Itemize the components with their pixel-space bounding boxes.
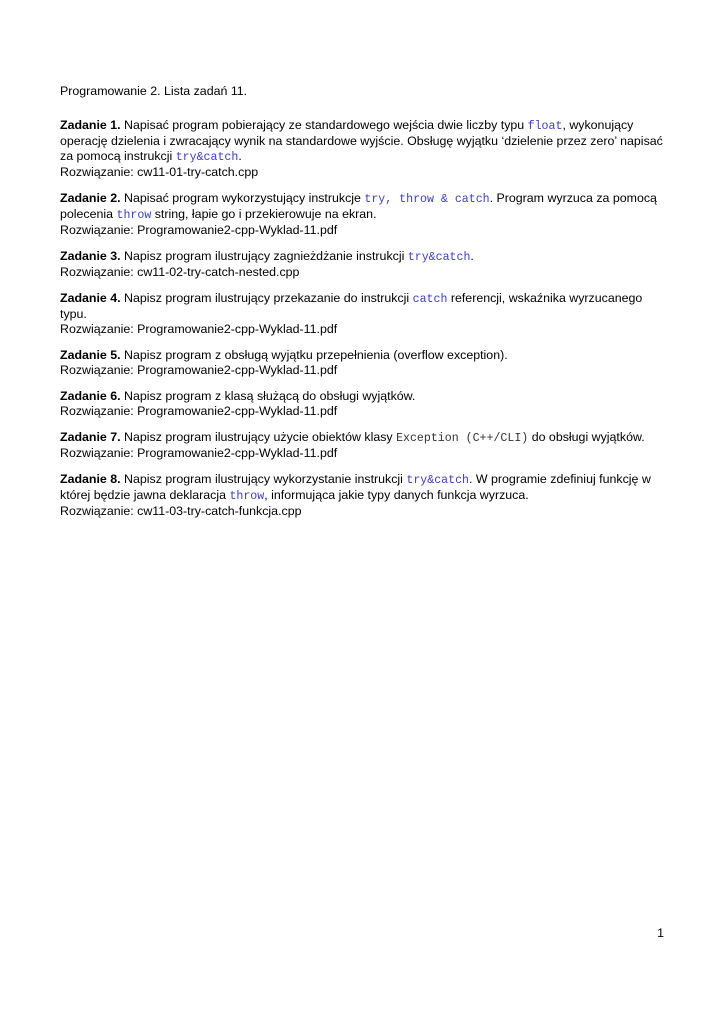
task-solution: Rozwiązanie: Programowanie2-cpp-Wyklad-11.pdf — [60, 363, 338, 378]
task-text: Napisać program pobierający ze standardowego wejścia dwie liczby typu — [120, 117, 528, 132]
task-text: Napisać program wykorzystujący instrukcje — [120, 191, 365, 206]
task-description — [60, 389, 670, 404]
task-text: . — [470, 249, 474, 264]
code-keyword: try&catch — [406, 473, 469, 487]
task-description — [60, 249, 670, 265]
task-text: . W programie zdefiniuj funkcję w której będzie jawna deklaracja — [60, 471, 651, 503]
task-text: Napisz program z klasą służącą do obsługi wyjątków. — [120, 389, 416, 404]
task-label: Zadanie 2. — [60, 191, 121, 206]
task-text: . Program wyrzuca za pomocą polecenia — [60, 191, 657, 222]
task-text: Napisz program ilustrujący przekazanie do instrukcji — [120, 291, 413, 306]
code-keyword: try&catch — [407, 251, 471, 265]
task-4 — [60, 291, 670, 338]
task-8 — [60, 472, 670, 520]
task-3 — [60, 249, 670, 280]
document-title: Programowanie 2. Lista zadań 11. — [60, 84, 248, 98]
task-5 — [60, 348, 670, 378]
task-solution: Rozwiązanie: Programowanie2-cpp-Wyklad-11.pdf — [60, 404, 338, 419]
code-keyword: try, throw & catch — [364, 193, 490, 207]
task-solution: Rozwiązanie: cw11-01-try-catch.cpp — [60, 165, 259, 180]
document-page — [60, 84, 670, 530]
task-1 — [60, 118, 670, 181]
task-7 — [60, 430, 670, 461]
task-label: Zadanie 6. — [60, 389, 121, 404]
task-description — [60, 430, 670, 446]
code-keyword: float — [527, 119, 563, 133]
task-description — [60, 291, 670, 322]
task-description — [60, 472, 670, 504]
page-number: 1 — [657, 926, 664, 940]
task-label: Zadanie 4. — [60, 291, 121, 306]
task-text: Napisz program ilustrujący użycie obiektów klasy — [120, 429, 397, 444]
code-keyword: throw — [116, 209, 152, 223]
task-label: Zadanie 5. — [60, 348, 121, 363]
task-2 — [60, 191, 670, 239]
code-keyword: try&catch — [175, 151, 239, 165]
code-keyword: throw — [229, 490, 265, 504]
task-text: do obsługi wyjątków. — [528, 429, 645, 444]
task-solution: Rozwiązanie: Programowanie2-cpp-Wyklad-11.pdf — [60, 322, 338, 337]
task-solution: Rozwiązanie: cw11-03-try-catch-funkcja.cpp — [60, 504, 302, 519]
task-label: Zadanie 8. — [60, 471, 121, 486]
task-solution: Rozwiązanie: Programowanie2-cpp-Wyklad-11.pdf — [60, 223, 338, 238]
task-6 — [60, 389, 670, 419]
task-text: Napisz program z obsługą wyjątku przepełnienia (overflow exception). — [120, 348, 508, 363]
task-text: Napisz program ilustrujący wykorzystanie instrukcji — [120, 471, 407, 486]
task-label: Zadanie 1. — [60, 117, 121, 132]
task-text: string, łapie go i przekierowuje na ekran. — [151, 207, 377, 222]
task-text: referencji, wskaźnika wyrzucanego typu. — [60, 291, 643, 322]
task-text: , wykonujący operację dzielenia i zwracający wynik na standardowe wyjście. Obsługę wyjątku ‘dzielenie przez zero’ napisać za pomocą instrukcji — [60, 117, 663, 164]
task-text: . — [238, 149, 242, 164]
task-solution: Rozwiązanie: Programowanie2-cpp-Wyklad-11.pdf — [60, 446, 338, 461]
task-solution: Rozwiązanie: cw11-02-try-catch-nested.cpp — [60, 265, 300, 280]
task-description — [60, 191, 670, 223]
task-label: Zadanie 7. — [60, 429, 121, 444]
code-class-name: Exception (C++/CLI) — [396, 431, 529, 445]
task-text: Napisz program ilustrujący zagnieżdżanie instrukcji — [120, 249, 408, 264]
task-description — [60, 348, 670, 363]
task-label: Zadanie 3. — [60, 249, 121, 264]
code-keyword: catch — [412, 293, 448, 307]
task-description — [60, 118, 670, 166]
task-text: , informująca jakie typy danych funkcja wyrzuca. — [264, 488, 529, 503]
